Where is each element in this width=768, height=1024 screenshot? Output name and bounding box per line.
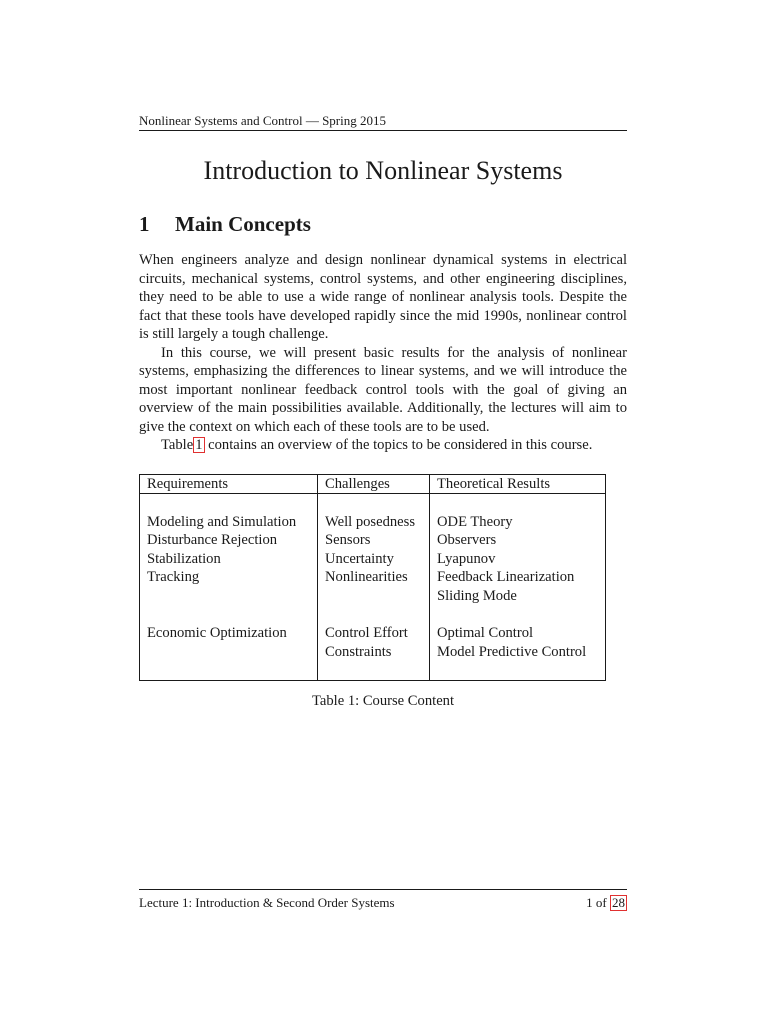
table-cell-line: Constraints <box>325 643 392 660</box>
table-cell-challenges <box>318 624 430 661</box>
table-header-row <box>140 475 606 494</box>
table-cell-line: ODE Theory <box>437 513 513 530</box>
paragraph: In this course, we will present basic results for the analysis of nonlinear systems, emphasizing the differences to linear systems, and we will introduce the most important nonlinear feedback control tools with the goal of giving an overview of the main possibilities available. Additionally, the lectures will aim to give the context on which each of these tools are to be used. <box>139 344 627 435</box>
table-cell-requirements <box>140 624 318 661</box>
table-caption: Table 1: Course Content <box>311 693 455 709</box>
table-spacer-row <box>140 606 606 625</box>
table-cell-line: Observers <box>437 532 497 549</box>
document-title: Introduction to Nonlinear Systems <box>203 156 563 185</box>
table-cell-line: Uncertainty <box>325 550 394 567</box>
table-cell-line: Feedback Linearization <box>437 569 575 586</box>
table-cell-line: Lyapunov <box>437 550 496 567</box>
table-header-cell: Theoretical Results <box>430 475 606 494</box>
table-cell-line: Tracking <box>147 569 200 586</box>
table-cell-line: Sensors <box>325 532 371 549</box>
footer-page-number <box>586 895 627 911</box>
document-page <box>139 0 627 1024</box>
body-text <box>139 251 627 455</box>
table-row <box>140 624 606 661</box>
section-heading <box>139 210 627 238</box>
table-cell-line: Stabilization <box>147 550 221 567</box>
table-cell-line: Well posedness <box>325 513 416 530</box>
section-number: 1 <box>139 212 150 236</box>
table-cell-line <box>147 643 310 662</box>
table-spacer-row <box>140 661 606 680</box>
section-title: Main Concepts <box>175 212 311 236</box>
table-cell-line: Sliding Mode <box>437 587 517 604</box>
footer-lecture-title: Lecture 1: Introduction & Second Order Systems <box>139 895 395 910</box>
table-cell-line: Economic Optimization <box>147 625 287 642</box>
table-cell-results <box>430 624 606 661</box>
table-cell-line: Disturbance Rejection <box>147 532 278 549</box>
table-cell-line <box>325 587 422 606</box>
table-cell-line: Model Predictive Control <box>437 643 587 660</box>
table-cell-line <box>147 587 310 606</box>
page-footer <box>139 889 627 911</box>
table-spacer-row <box>140 494 606 513</box>
page-of: of <box>595 895 607 910</box>
table-cell-requirements <box>140 513 318 606</box>
page-total-link[interactable]: 28 <box>612 895 625 910</box>
course-content-table <box>139 474 606 681</box>
table-cell-line: Control Effort <box>325 625 408 642</box>
table-row <box>140 513 606 606</box>
table-header-cell: Requirements <box>140 475 318 494</box>
table-reference-link[interactable]: 1 <box>195 437 203 453</box>
course-content-table-wrap <box>139 474 607 681</box>
page-current: 1 <box>586 895 593 910</box>
running-head: Nonlinear Systems and Control — Spring 2015 <box>139 113 627 131</box>
paragraph-text: Table <box>161 437 194 453</box>
paragraph <box>139 436 627 455</box>
paragraph-text: contains an overview of the topics to be considered in this course. <box>208 437 593 453</box>
table-cell-line: Modeling and Simulation <box>147 513 297 530</box>
paragraph: When engineers analyze and design nonlinear dynamical systems in electrical circuits, mechanical systems, control systems, and other engineering disciplines, they need to be able to use a wide range of nonlinear analysis tools. Despite the fact that these tools have developed rapidly since the mid 1990s, nonlinear control is still largely a tough challenge. <box>139 252 627 342</box>
table-cell-line: Optimal Control <box>437 625 534 642</box>
table-header-cell: Challenges <box>318 475 430 494</box>
table-cell-line: Nonlinearities <box>325 569 408 586</box>
table-cell-challenges <box>318 513 430 606</box>
table-cell-results <box>430 513 606 606</box>
